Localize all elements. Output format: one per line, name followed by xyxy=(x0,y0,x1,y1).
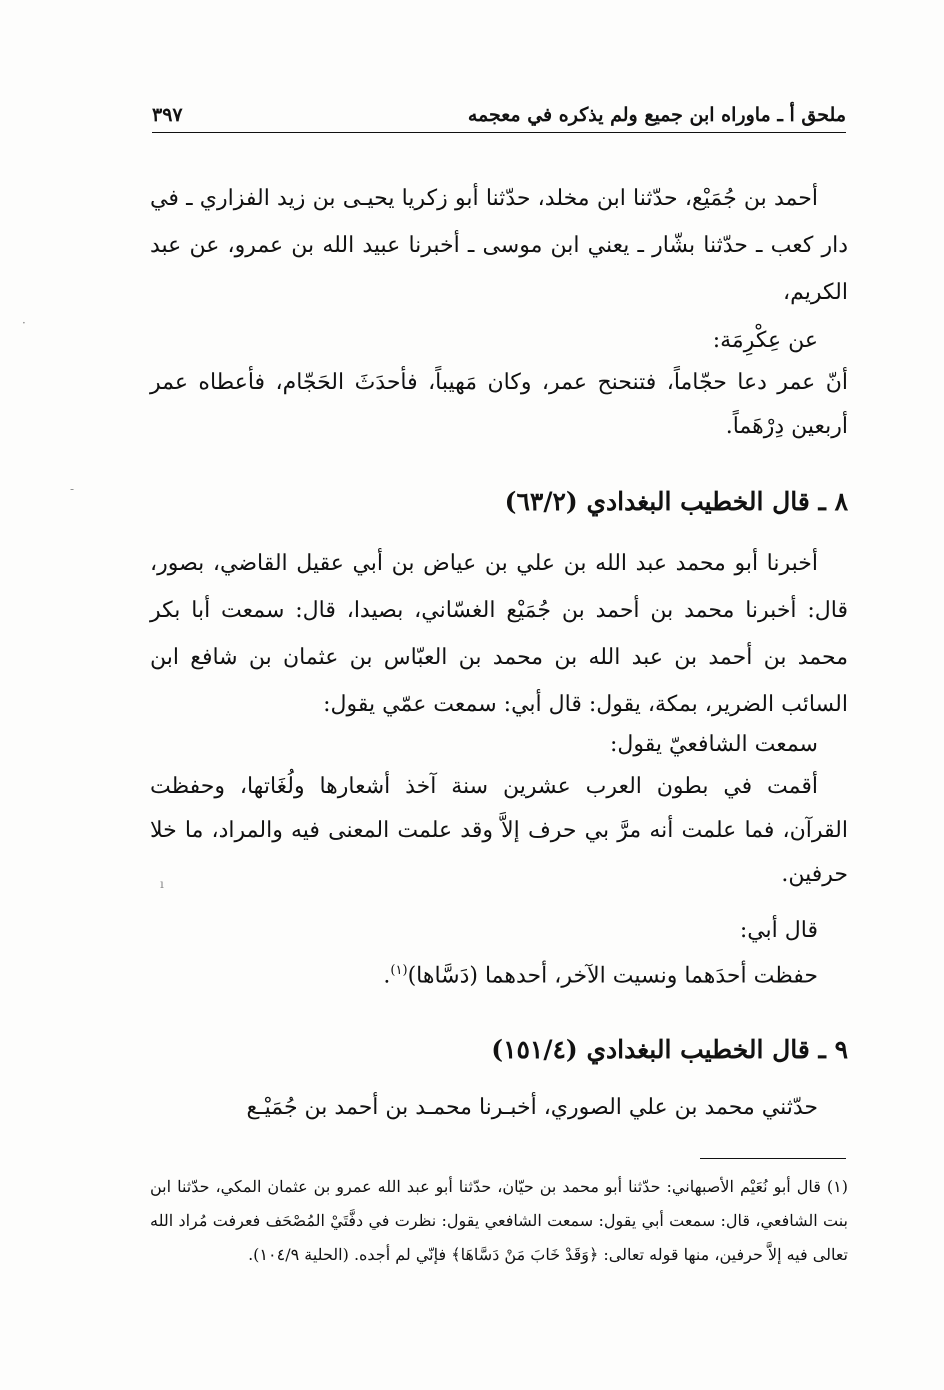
header-rule xyxy=(152,132,846,133)
footnote-number: (١) xyxy=(826,1177,848,1196)
paragraph: أنّ عمر دعا حجّاماً، فتنحنح عمر، وكان مَهيباً، فأحدَثَ الحَجّام، فأعطاه عمر أربعين دِرْهَماً. xyxy=(150,370,848,439)
page-number: ٣٩٧ xyxy=(152,104,183,126)
footnote-text: قال أبو نُعَيْم الأصبهاني: حدّثنا أبو محمد بن حيّان، حدّثنا أبو عبد الله عمرو بن عثمان المكي، حدّثنا ابن بنت الشافعي، قال: سمعت أبي يقول: سمعت الشافعي يقول: نظرت في دفَّتَيْ المُصْحَف فعرفت مُراد الله تعالى فيه إلاَّ حرفين، منها قوله تعالى: ﴿وَقَدْ خَابَ مَنْ دَسَّاهَا﴾ فإنّي لم أجده. (الحلية ١٠٤/٩). xyxy=(150,1177,848,1264)
paragraph-shafii xyxy=(150,725,848,897)
paragraph: عن عِكْرِمَة: xyxy=(712,328,818,353)
scan-speck: - xyxy=(70,482,75,496)
paragraph-abi xyxy=(150,912,848,997)
footnote-rule xyxy=(700,1158,846,1159)
text: . xyxy=(383,963,391,989)
heading: ٨ ـ قال الخطيب البغدادي (٦٣/٢) xyxy=(504,487,848,516)
paragraph: أخبرنا أبو محمد عبد الله بن علي بن عياض بن أبي عقيل القاضي، بصور، قال: أخبرنا محمد بن أحمد بن جُمَيْع الغسّاني، بصيدا، قال: سمعت أبا بكر محمد بن أحمد بن عبد الله بن محمد بن العبّاس بن عثمان بن شافع ابن السائب الضرير، بمكة، يقول: قال أبي: سمعت عمّي يقول: xyxy=(150,551,848,717)
heading: ٩ ـ قال الخطيب البغدادي (١٥١/٤) xyxy=(491,1035,848,1064)
page-header xyxy=(152,100,846,130)
scan-speck: ı xyxy=(160,877,164,891)
paragraph: سمعت الشافعيّ يقول: xyxy=(610,732,818,757)
paragraph: حدّثني محمد بن علي الصوري، أخبـرنا محمـد بن أحمد بن جُمَيْـع xyxy=(246,1095,818,1120)
section-heading-9 xyxy=(150,1030,848,1070)
paragraph: قال أبي: xyxy=(739,918,818,943)
footnote xyxy=(150,1170,848,1272)
paragraph-isnad-3 xyxy=(150,1084,848,1131)
paragraph xyxy=(150,950,848,997)
paragraph-isnad-2 xyxy=(150,540,848,728)
scan-speck: · xyxy=(22,316,26,330)
paragraph: أقمت في بطون العرب عشرين سنة آخذ أشعارها ولُغَاتها، وحفظت القرآن، فما علمت أنه مرَّ بي حرف إلاَّ وقد علمت المعنى فيه والمراد، ما خلا حرفين. xyxy=(150,774,849,887)
footnote-ref: (١) xyxy=(390,963,408,978)
paragraph-ikrima xyxy=(150,321,848,449)
paragraph-isnad-1 xyxy=(150,175,848,316)
running-title: ملحق أ ـ ماوراه ابن جميع ولم يذكره في معجمه xyxy=(467,104,846,126)
text: حفظت أحدَهما ونسيت الآخر، أحدهما (دَسَّاها) xyxy=(407,963,818,989)
section-heading-8 xyxy=(150,482,848,522)
paragraph: أحمد بن جُمَيْع، حدّثنا ابن مخلد، حدّثنا أبو زكريا يحيـى بن زيد الفزاري ـ في دار كعب ـ حدّثنا بشّار ـ يعني ابن موسى ـ أخبرنا عبيد الله بن عمرو، عن عبد الكريم، xyxy=(150,186,848,305)
